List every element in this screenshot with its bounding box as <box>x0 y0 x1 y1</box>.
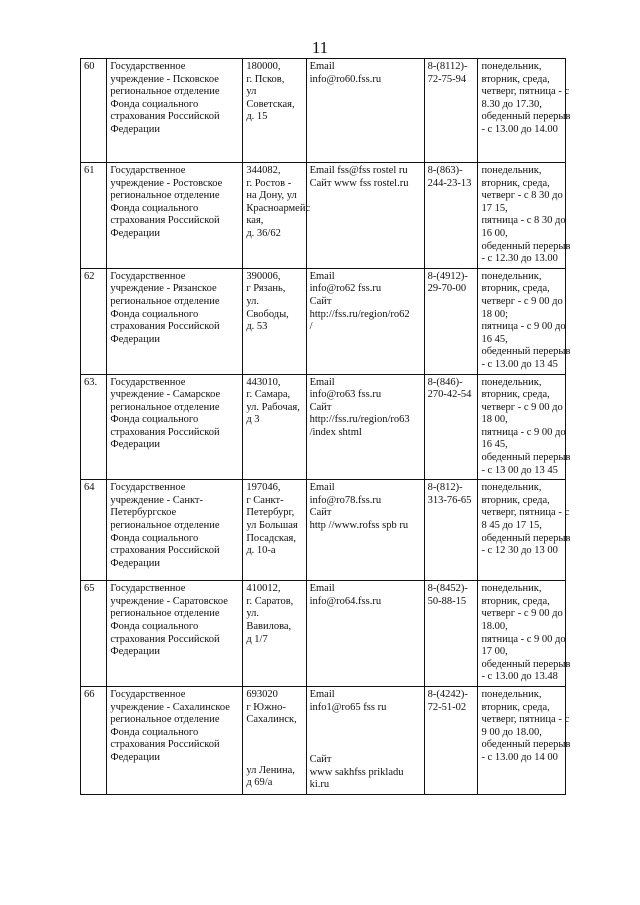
hours-line: 8.30 до 17.30, <box>481 98 542 110</box>
organization-line: Фонда социального <box>110 532 199 544</box>
address-line: ул Ленина, <box>246 764 295 776</box>
organization-line: Федерации <box>110 646 160 658</box>
organization-name <box>107 480 243 581</box>
organization-line: страхования Российской <box>110 633 220 645</box>
hours-line: - с 12 30 до 13 00 <box>481 545 558 557</box>
organization-line: региональное отделение <box>110 714 220 726</box>
hours-line: понедельник, <box>481 689 542 700</box>
hours-line: - с 13.00 до 13.48 <box>481 671 558 683</box>
address-line: 693020 <box>246 689 278 700</box>
working-hours <box>478 374 571 480</box>
phone <box>424 163 478 269</box>
organization-line: Федерации <box>110 227 160 239</box>
address-line: 197046, <box>246 482 281 494</box>
hours-line: вторник, среда, <box>481 701 550 713</box>
hours-line: четверг - с 9 00 до <box>481 401 563 413</box>
organization-line: Государственное <box>110 689 186 700</box>
contact-line: info@ro78.fss.ru <box>309 494 382 506</box>
contact-line: http //www.rofss spb ru <box>309 520 409 532</box>
contact-line: http://fss.ru/region/ro62 <box>309 308 410 320</box>
hours-line: пятница - с 9 00 до <box>481 633 566 645</box>
organization-line: Государственное <box>110 165 186 176</box>
organization-line: учреждение - Рязанское <box>110 283 217 295</box>
organization-line: Фонда социального <box>110 414 199 426</box>
contact-line: / <box>309 321 313 333</box>
address-line: д 3 <box>246 414 260 426</box>
phone <box>424 687 478 795</box>
hours-line: 18 00; <box>481 308 508 320</box>
contact-line: ki.ru <box>309 779 330 791</box>
row-number: 64 <box>81 480 107 581</box>
hours-line: четверг - с 9 00 до <box>481 295 563 307</box>
address-line: Вавилова, <box>246 621 292 633</box>
address-line: д 69/а <box>246 777 273 789</box>
hours-line: вторник, среда, <box>481 595 550 607</box>
organization-line: Государственное <box>110 376 186 388</box>
address-line: 180000, <box>246 61 281 72</box>
hours-line: 16 45, <box>481 333 508 345</box>
hours-line: обеденный перерыв <box>481 452 571 464</box>
address <box>243 163 311 269</box>
contacts <box>306 480 424 581</box>
contacts <box>306 687 424 795</box>
address <box>243 268 306 374</box>
hours-line: пятница - с 9 00 до <box>481 426 566 438</box>
table-row <box>81 480 566 581</box>
hours-line: 9 00 до 18.00, <box>481 726 542 738</box>
organization-name <box>107 163 243 269</box>
organization-line: Государственное <box>110 61 186 72</box>
address-line: д. 53 <box>246 321 268 333</box>
organization-line: Федерации <box>110 333 160 345</box>
table-row <box>81 581 566 687</box>
hours-line: - с 13 00 до 13 45 <box>481 464 558 476</box>
contact-line: Email <box>309 689 335 700</box>
table-row <box>81 163 566 269</box>
hours-line: вторник, среда, <box>481 494 550 506</box>
address <box>243 581 306 687</box>
address-line: д 1/7 <box>246 633 268 645</box>
contacts <box>306 163 424 269</box>
phone <box>424 374 478 480</box>
address-line: Петербург, <box>246 507 295 519</box>
address <box>243 374 306 480</box>
hours-line: вторник, среда, <box>481 177 550 189</box>
row-number: 62 <box>81 268 107 374</box>
working-hours <box>478 581 571 687</box>
organization-name <box>107 581 243 687</box>
contact-line: http://fss.ru/region/ro63 <box>309 414 410 426</box>
organization-line: Федерации <box>110 557 160 569</box>
organization-line: Фонда социального <box>110 98 199 110</box>
contact-line: Email fss@fss rostel ru <box>309 165 408 176</box>
address <box>243 480 306 581</box>
hours-line: четверг - с 9 00 до <box>481 608 563 620</box>
organization-line: учреждение - Санкт- <box>110 494 204 506</box>
row-number: 60 <box>81 59 107 163</box>
hours-line: понедельник, <box>481 270 542 282</box>
contact-line: info@ro62 fss.ru <box>309 283 382 295</box>
contact-line: info@ro60.fss.ru <box>309 73 382 85</box>
organization-line: страхования Российской <box>110 215 220 227</box>
address-line: ул. Рабочая, <box>246 401 300 413</box>
organization-line: Государственное <box>110 583 186 595</box>
address-line: ул Большая <box>246 520 298 532</box>
organization-line: Государственное <box>110 482 186 494</box>
hours-line: понедельник, <box>481 583 542 595</box>
phone-line: 8-(4242)- <box>427 689 468 700</box>
organization-line: страхования Российской <box>110 545 220 557</box>
hours-line: 16 45, <box>481 439 508 451</box>
organization-line: Федерации <box>110 123 160 135</box>
contacts <box>306 268 424 374</box>
contact-line: Email <box>309 61 335 72</box>
working-hours <box>478 268 571 374</box>
phone-line: 244-23-13 <box>427 177 472 189</box>
hours-line: вторник, среда, <box>481 73 550 85</box>
hours-line: понедельник, <box>481 61 542 72</box>
hours-line: понедельник, <box>481 165 542 176</box>
phone <box>424 480 478 581</box>
hours-line: понедельник, <box>481 376 542 388</box>
address-line: г. Псков, <box>246 73 285 85</box>
organization-line: Фонда социального <box>110 726 199 738</box>
phone <box>424 59 478 163</box>
contact-line: Сайт <box>309 754 332 766</box>
address-line: г Южно- <box>246 701 286 713</box>
organization-line: региональное отделение <box>110 86 220 98</box>
address-line: Сахалинск, <box>246 714 297 726</box>
organization-name <box>107 374 243 480</box>
contact-line: Сайт <box>309 295 332 307</box>
phone-line: 8-(812)- <box>427 482 463 494</box>
phone-line: 72-51-02 <box>427 701 467 713</box>
hours-line: пятница - с 9 00 до <box>481 321 566 333</box>
hours-line: 8 45 до 17 15, <box>481 520 542 532</box>
phone-line: 270-42-54 <box>427 389 472 401</box>
address-line: д. 10-а <box>246 545 276 557</box>
address <box>243 687 306 795</box>
hours-line: 17 15, <box>481 202 508 214</box>
working-hours <box>478 687 571 795</box>
hours-line: четверг - с 8 30 до <box>481 190 563 202</box>
address-line: ул. <box>246 295 259 307</box>
row-number: 63. <box>81 374 107 480</box>
address-line: на Дону, ул <box>246 190 297 202</box>
address-line: Советская, <box>246 98 295 110</box>
contact-line: Email <box>309 270 335 282</box>
address-line: г Санкт- <box>246 494 284 506</box>
address-line: 390006, <box>246 270 281 282</box>
hours-line: - с 13.00 до 14 00 <box>481 751 558 763</box>
fss-branches-table <box>80 58 571 795</box>
address-line: г Рязань, <box>246 283 286 295</box>
organization-line: страхования Российской <box>110 739 220 751</box>
phone <box>424 581 478 687</box>
address-line: ул <box>246 86 257 98</box>
hours-line: понедельник, <box>481 482 542 494</box>
organization-line: учреждение - Самарское <box>110 389 221 401</box>
contact-line: info@ro64.fss.ru <box>309 595 382 607</box>
organization-line: учреждение - Ростовское <box>110 177 223 189</box>
row-number: 61 <box>81 163 107 269</box>
organization-line: учреждение - Псковское <box>110 73 219 85</box>
hours-line: четверг, пятница - с <box>481 86 570 98</box>
address-line: Свободы, <box>246 308 289 320</box>
address-line: г. Ростов - <box>246 177 292 189</box>
contact-line: Сайт <box>309 401 332 413</box>
organization-name <box>107 268 243 374</box>
organization-name <box>107 687 243 795</box>
contact-line: Email <box>309 376 335 388</box>
table-row <box>81 59 566 163</box>
address-line: г. Самара, <box>246 389 291 401</box>
organization-line: региональное отделение <box>110 401 220 413</box>
hours-line: 17 00, <box>481 646 508 658</box>
phone-line: 8-(4912)- <box>427 270 468 282</box>
table-row <box>81 687 566 795</box>
hours-line: четверг, пятница - с <box>481 507 570 519</box>
hours-line: обеденный перерыв <box>481 739 571 751</box>
contact-line: Сайт <box>309 507 332 519</box>
organization-line: страхования Российской <box>110 321 220 333</box>
contact-line: www sakhfss prikladu <box>309 766 404 778</box>
address <box>243 59 306 163</box>
organization-line: Фонда социального <box>110 621 199 633</box>
address-line: Красноармейс <box>246 202 311 214</box>
organization-line: Фонда социального <box>110 308 199 320</box>
contact-line: /index shtml <box>309 426 362 438</box>
hours-line: - с 12.30 до 13.00 <box>481 253 558 265</box>
organization-line: региональное отделение <box>110 608 220 620</box>
phone-line: 8-(8112)- <box>427 61 468 72</box>
working-hours <box>478 480 571 581</box>
organization-line: Фонда социального <box>110 202 199 214</box>
address-line: 410012, <box>246 583 281 595</box>
phone-line: 8-(863)- <box>427 165 463 176</box>
hours-line: обеденный перерыв <box>481 532 571 544</box>
contact-line: Email <box>309 583 335 595</box>
organization-line: Федерации <box>110 751 160 763</box>
phone <box>424 268 478 374</box>
hours-line: - с 13.00 до 13 45 <box>481 358 558 370</box>
phone-line: 72-75-94 <box>427 73 467 85</box>
table-row <box>81 374 566 480</box>
organization-line: Петербургское <box>110 507 177 519</box>
row-number: 66 <box>81 687 107 795</box>
organization-line: учреждение - Сахалинское <box>110 701 230 713</box>
address-line: 443010, <box>246 376 281 388</box>
organization-line: страхования Российской <box>110 111 220 123</box>
organization-line: учреждение - Саратовское <box>110 595 228 607</box>
hours-line: 18.00, <box>481 621 508 633</box>
address-line: 344082, <box>246 165 281 176</box>
hours-line: 18 00, <box>481 414 508 426</box>
hours-line: вторник, среда, <box>481 389 550 401</box>
contact-line: Email <box>309 482 335 494</box>
table-row <box>81 268 566 374</box>
phone-line: 8-(846)- <box>427 376 463 388</box>
organization-line: Государственное <box>110 270 186 282</box>
phone-line: 8-(8452)- <box>427 583 468 595</box>
contact-line: info1@ro65 fss ru <box>309 701 387 713</box>
address-line: кая, <box>246 215 264 227</box>
working-hours <box>478 163 571 269</box>
address-line: ул. <box>246 608 259 620</box>
hours-line: обеденный перерыв <box>481 240 571 252</box>
address-line: Посадская, <box>246 532 296 544</box>
contact-line: Сайт www fss rostel.ru <box>309 177 409 189</box>
contacts <box>306 374 424 480</box>
row-number: 65 <box>81 581 107 687</box>
contact-line: info@ro63 fss.ru <box>309 389 382 401</box>
hours-line: обеденный перерыв <box>481 346 571 358</box>
hours-line: 16 00, <box>481 227 508 239</box>
organization-line: страхования Российской <box>110 426 220 438</box>
hours-line: обеденный перерыв <box>481 658 571 670</box>
organization-line: региональное отделение <box>110 295 220 307</box>
phone-line: 29-70-00 <box>427 283 467 295</box>
working-hours <box>478 59 571 163</box>
phone-line: 313-76-65 <box>427 494 472 506</box>
contacts <box>306 59 424 163</box>
page-number: 11 <box>311 38 329 57</box>
organization-name <box>107 59 243 163</box>
hours-line: пятница - с 8 30 до <box>481 215 566 227</box>
phone-line: 50-88-15 <box>427 595 467 607</box>
organization-line: региональное отделение <box>110 520 220 532</box>
address-line: г. Саратов, <box>246 595 294 607</box>
address-line: д. 36/62 <box>246 227 281 239</box>
address-line: д. 15 <box>246 111 268 123</box>
hours-line: вторник, среда, <box>481 283 550 295</box>
contacts <box>306 581 424 687</box>
organization-line: региональное отделение <box>110 190 220 202</box>
hours-line: обеденный перерыв <box>481 111 571 123</box>
organization-line: Федерации <box>110 439 160 451</box>
hours-line: - с 13.00 до 14.00 <box>481 123 558 135</box>
hours-line: четверг, пятница - с <box>481 714 570 726</box>
